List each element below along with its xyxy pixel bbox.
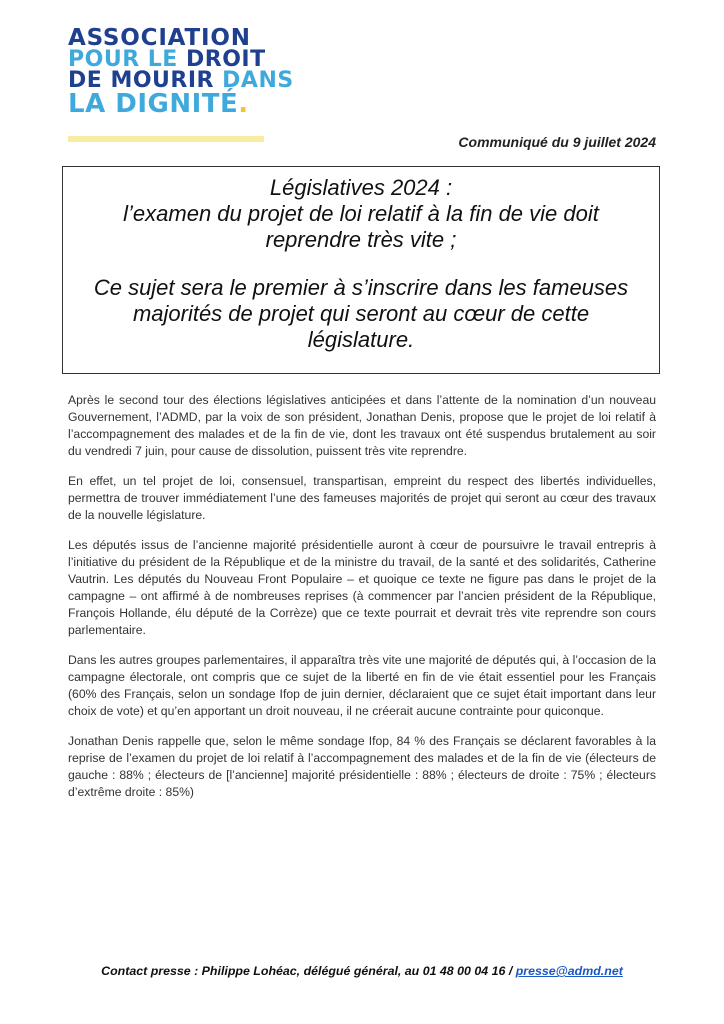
logo-underline-bar [68, 136, 264, 142]
title-line-2: l’examen du projet de loi relatif à la fin de vie doit [123, 201, 599, 226]
footer-text: Contact presse : Philippe Lohéac, délégué général, au 01 48 00 04 16 / [101, 964, 513, 978]
logo-line-1: ASSOCIATION [68, 25, 251, 51]
title-line-5: majorités de projet qui seront au cœur de cette [132, 301, 590, 326]
logo-line-3a: DE MOURIR [68, 68, 214, 93]
logo-line-3b: DANS [222, 68, 294, 93]
communique-date: Communiqué du 9 juillet 2024 [458, 134, 656, 150]
paragraph-2: En effet, un tel projet de loi, consensuel, transpartisan, empreint du respect des libertés individuelles, permettra de trouver immédiatement l’une des fameuses majorités de projet qui seront au cœur des travaux de la nouvelle législature. [68, 474, 656, 522]
title-line-1: Législatives 2024 : [269, 175, 453, 200]
body-text [68, 392, 656, 814]
paragraph-1: Après le second tour des élections législatives anticipées et dans l’attente de la nomination d’un nouveau Gouvernement, l’ADMD, par la voix de son président, Jonathan Denis, propose que le projet de loi relatif à l’accompagnement des malades et de la fin de vie, dont les travaux ont été suspendus brutalement au soir du vendredi 7 juin, pour cause de dissolution, puissent très vite reprendre. [68, 393, 656, 458]
press-email-link[interactable]: presse@admd.net [515, 964, 623, 978]
title-part-1 [63, 175, 659, 253]
paragraph-3: Les députés issus de l’ancienne majorité présidentielle auront à cœur de poursuivre le travail entrepris à l’initiative du président de la République et de la ministre du travail, de la santé et des solidarités, Catherine Vautrin. Les députés du Nouveau Front Populaire – et quoique ce texte ne figure pas dans le projet de la campagne – ont affirmé à de nombreuses reprises (à commencer par l’ancien président de la République, François Hollande, élu député de la Corrèze) que ce texte pourrait et devrait très vite reprendre son cours parlementaire. [68, 538, 656, 637]
paragraph-4: Dans les autres groupes parlementaires, il apparaîtra très vite une majorité de députés qui, à l’occasion de la campagne électorale, ont compris que ce sujet de la liberté en fin de vie était essentiel pour les Français (60% des Français, selon un sondage Ifop de juin dernier, déclaraient que ce sujet était important dans leur choix de vote) et qu’en apportant un droit nouveau, il ne créerait aucune contrainte pour quiconque. [68, 653, 656, 718]
logo-line-3 [68, 68, 294, 93]
title-line-6: législature. [307, 327, 415, 352]
association-logo [68, 25, 294, 119]
paragraph-5: Jonathan Denis rappelle que, selon le même sondage Ifop, 84 % des Français se déclarent favorables à la reprise de l’examen du projet de loi relatif à l’accompagnement des malades et de la fin de vie (électeurs de gauche : 88% ; électeurs de [l’ancienne] majorité présidentielle : 88% ; électeurs de droite : 75% ; électeurs d’extrême droite : 85%) [68, 734, 656, 799]
logo-dot: . [238, 89, 249, 119]
logo-line-4-text: LA DIGNITÉ [68, 89, 239, 119]
logo-line-4 [68, 91, 268, 117]
logo-line-2 [68, 49, 268, 70]
title-part-2 [63, 275, 659, 353]
logo-line-2b: DROIT [186, 47, 266, 72]
title-box [62, 166, 660, 374]
press-contact-footer [0, 964, 724, 978]
title-line-3: reprendre très vite ; [265, 227, 457, 252]
logo-line-2a: POUR LE [68, 47, 178, 72]
title-line-4: Ce sujet sera le premier à s’inscrire dans les fameuses [93, 275, 629, 300]
